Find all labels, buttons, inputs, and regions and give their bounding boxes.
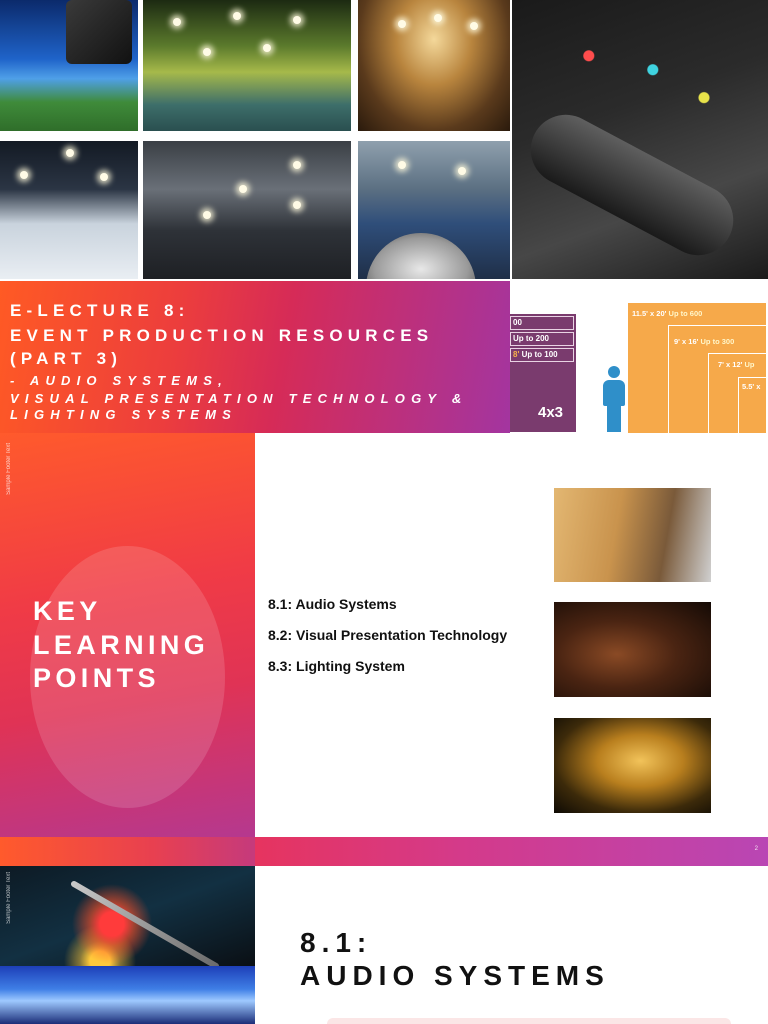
person-icon [600, 366, 628, 432]
ceiling-light [100, 173, 108, 181]
lecture-part: (PART 3) [10, 349, 123, 368]
klp-title-line: POINTS [33, 663, 160, 693]
section-title: AUDIO SYSTEMS [300, 960, 610, 991]
content-card [327, 1018, 731, 1024]
klp-title-line: LEARNING [33, 630, 210, 660]
learning-point-audio: 8.1: Audio Systems [268, 596, 397, 612]
klp-title-line: KEY [33, 596, 102, 626]
slide-footer-strip-left [0, 837, 255, 866]
turntable-photo [0, 866, 255, 966]
guitar-headstock-photo [554, 488, 711, 582]
learning-point-lighting: 8.3: Lighting System [268, 658, 405, 674]
screen-size-label: 5.5' x [742, 382, 761, 391]
ceiling-light [293, 16, 301, 24]
screen-size-row: 00 [510, 316, 574, 330]
lecture-subtitle-line: - AUDIO SYSTEMS, [10, 373, 228, 388]
trumpet-photo [554, 718, 711, 813]
warehouse-lighting-photo [358, 141, 510, 279]
section-number: 8.1: [300, 927, 373, 958]
ceiling-light [173, 18, 181, 26]
ceiling-light [66, 149, 74, 157]
lecture-number: E-LECTURE 8: [10, 301, 190, 320]
highbay-lamp [366, 233, 476, 279]
key-learning-panel [0, 433, 255, 837]
screen-size-label: 9' x 16' Up to 300 [674, 337, 735, 346]
ceiling-light [293, 161, 301, 169]
slide-footer-strip [255, 837, 768, 866]
violin-player-photo [554, 602, 711, 697]
showroom-lighting-photo [0, 141, 138, 279]
ceiling-light [458, 167, 466, 175]
learning-point-visual: 8.2: Visual Presentation Technology [268, 627, 508, 643]
ceiling-light [203, 211, 211, 219]
ceiling-light [398, 20, 406, 28]
stadium-light-photo [0, 0, 138, 131]
audio-mixer-photo [512, 0, 768, 279]
screen-size-label: 11.5' x 20' Up to 600 [632, 309, 703, 318]
footer-side-text: Sample Footer Text [6, 872, 12, 924]
screen-size-row: 8' Up to 100 [510, 348, 574, 362]
arena-interior-photo [358, 0, 510, 131]
screen-size-row: Up to 200 [510, 332, 574, 346]
ceiling-light [239, 185, 247, 193]
ceiling-light [203, 48, 211, 56]
lecture-subtitle-line: LIGHTING SYSTEMS [10, 407, 238, 422]
aspect-ratio-label: 4x3 [538, 404, 564, 421]
microphone [518, 102, 745, 267]
purple-4x3-screen [510, 314, 576, 432]
ceiling-light [470, 22, 478, 30]
footer-side-text: Sample Footer Text [6, 443, 12, 495]
tonearm [70, 880, 220, 966]
gymnasium-lighting-photo [143, 0, 351, 131]
ceiling-light [20, 171, 28, 179]
ceiling-light [263, 44, 271, 52]
page-number: 2 [754, 846, 758, 852]
industrial-hall-photo [143, 141, 351, 279]
lecture-title-banner [0, 281, 510, 433]
lecture-title: EVENT PRODUCTION RESOURCES [10, 326, 434, 345]
ceiling-light [233, 12, 241, 20]
lecture-subtitle-line: VISUAL PRESENTATION TECHNOLOGY & [10, 391, 468, 406]
ceiling-light [293, 201, 301, 209]
screen-size-label: 7' x 12' Up [718, 360, 755, 369]
concert-lights-photo [0, 966, 255, 1024]
screen-size-infographic [510, 281, 768, 433]
ceiling-light [434, 14, 442, 22]
floodlight-fixture [66, 0, 132, 64]
ceiling-light [398, 161, 406, 169]
audio-section-header [255, 866, 768, 1024]
orange-16x9-screen [628, 303, 766, 433]
